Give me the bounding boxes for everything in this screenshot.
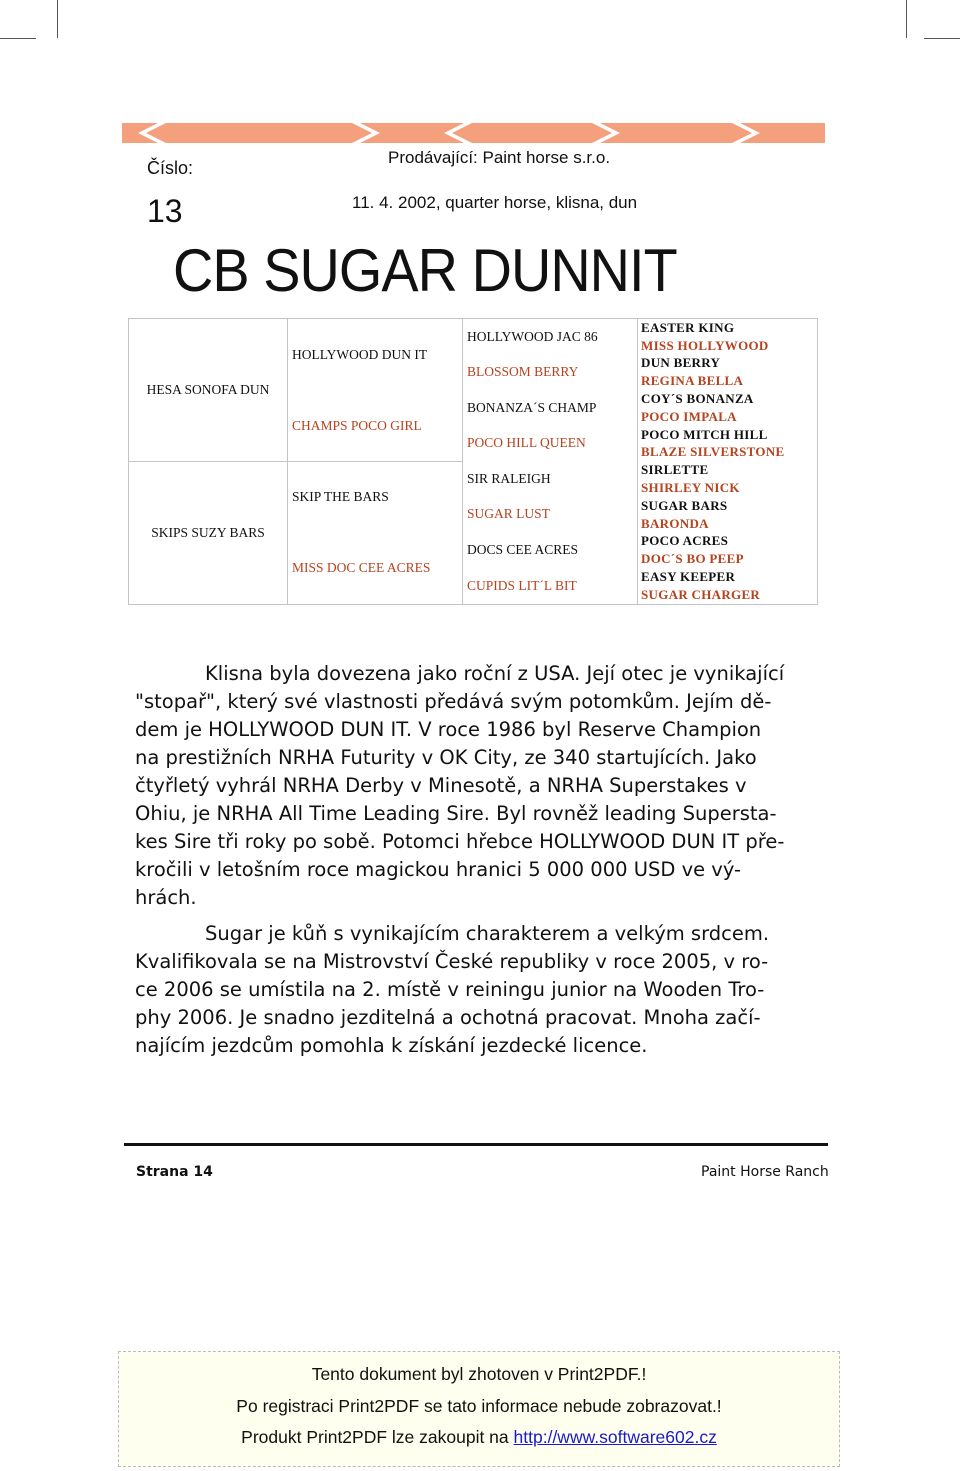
paragraph-line: Ohiu, je NRHA All Time Leading Sire. Byl rovněž leading Supersta-: [135, 802, 777, 825]
pedigree-generation-4: [638, 319, 817, 604]
pedigree-entry: HOLLYWOOD DUN IT: [292, 346, 428, 362]
pedigree-entry: POCO ACRES: [641, 533, 729, 549]
pedigree-generation-2: [288, 319, 463, 604]
paragraph-line: Kvalifikovala se na Mistrovství České republiky v roce 2005, v ro-: [135, 950, 769, 973]
pedigree-entry: EASTER KING: [641, 319, 735, 335]
paragraph-line: kročili v letošním roce magickou hranici 5 000 000 USD ve vý-: [135, 858, 742, 881]
paragraph-line: kes Sire tři roky po sobě. Potomci hřebce HOLLYWOOD DUN IT pře-: [135, 830, 785, 853]
pedigree-generation-1: [129, 319, 288, 604]
horse-description: [135, 660, 815, 1060]
paragraph-line: na prestižních NRHA Futurity v OK City, ze 340 startujících. Jako: [135, 746, 757, 769]
paragraph-line: ce 2006 se umístila na 2. místě v reiningu junior na Wooden Tro-: [135, 978, 765, 1001]
pedigree-entry: SKIP THE BARS: [292, 488, 389, 504]
paragraph-line: "stopař", který své vlastnosti předává svým potomkům. Jejím dě-: [135, 690, 772, 713]
pedigree-entry: CHAMPS POCO GIRL: [292, 417, 422, 433]
pedigree-entry: COY´S BONANZA: [641, 391, 754, 407]
pedigree-entry: DUN BERRY: [641, 355, 721, 371]
horse-details: 11. 4. 2002, quarter horse, klisna, dun: [352, 193, 638, 212]
software602-link[interactable]: http://www.software602.cz: [513, 1427, 717, 1447]
number-label: Číslo:: [147, 158, 194, 178]
pedigree-entry: SUGAR BARS: [641, 497, 728, 513]
pedigree-entry: SIRLETTE: [641, 462, 709, 478]
paragraph-line: dem je HOLLYWOOD DUN IT. V roce 1986 byl Reserve Champion: [135, 718, 762, 741]
paragraph-line: čtyřletý vyhrál NRHA Derby v Minesotě, a NRHA Superstakes v: [135, 774, 747, 797]
pedigree-entry: SUGAR LUST: [467, 506, 550, 521]
pedigree-entry: SIR RALEIGH: [467, 470, 551, 486]
paragraph-line: hrách.: [135, 886, 197, 909]
pedigree-entry: SHIRLEY NICK: [641, 480, 740, 496]
pedigree-generation-3: [463, 319, 638, 604]
pedigree-entry: POCO MITCH HILL: [641, 426, 768, 442]
header-banner: [122, 123, 825, 143]
notice-line: Po registraci Print2PDF se tato informace nebude zobrazovat.!: [236, 1396, 722, 1416]
page-number: Strana 14: [136, 1164, 213, 1180]
paragraph-line: Klisna byla dovezena jako roční z USA. Její otec je vynikající: [205, 662, 785, 685]
pedigree-entry: POCO IMPALA: [641, 408, 737, 424]
pedigree-entry: BLOSSOM BERRY: [467, 364, 579, 379]
crop-mark: [924, 38, 960, 39]
notice-line: [119, 1427, 839, 1448]
publication-name: Paint Horse Ranch: [701, 1164, 829, 1180]
pedigree-entry: BARONDA: [641, 515, 709, 531]
paragraph-line: phy 2006. Je snadno jezditelná a ochotná pracovat. Mnoha začí-: [135, 1006, 761, 1029]
paragraph-line: Sugar je kůň s vynikajícím charakterem a velkým srdcem.: [205, 922, 770, 945]
pedigree-entry: DOC´S BO PEEP: [641, 551, 744, 567]
pedigree-entry: HOLLYWOOD JAC 86: [467, 328, 598, 344]
pedigree-entry: MISS HOLLYWOOD: [641, 337, 769, 353]
footer-divider: [124, 1143, 828, 1146]
crop-mark: [0, 38, 36, 39]
print2pdf-notice: [118, 1351, 840, 1467]
notice-text: Produkt Print2PDF lze zakoupit na: [241, 1427, 509, 1447]
pedigree-entry: MISS DOC CEE ACRES: [292, 560, 431, 575]
lot-number: 13: [147, 193, 183, 229]
notice-line: Tento dokument byl zhotoven v Print2PDF.!: [311, 1364, 647, 1384]
pedigree-table: [128, 318, 818, 605]
crop-mark: [57, 0, 58, 38]
pedigree-entry: REGINA BELLA: [641, 373, 744, 389]
pedigree-entry: POCO HILL QUEEN: [467, 435, 586, 450]
pedigree-entry: DOCS CEE ACRES: [467, 541, 579, 557]
pedigree-sire: HESA SONOFA DUN: [146, 382, 270, 397]
pedigree-dam: SKIPS SUZY BARS: [151, 524, 265, 540]
pedigree-entry: EASY KEEPER: [641, 569, 736, 585]
horse-name-title: CB SUGAR DUNNIT: [173, 237, 677, 304]
pedigree-entry: BLAZE SILVERSTONE: [641, 444, 785, 460]
pedigree-entry: SUGAR CHARGER: [641, 586, 761, 602]
pedigree-entry: BONANZA´S CHAMP: [467, 399, 597, 415]
seller-line: Prodávající: Paint horse s.r.o.: [388, 148, 611, 167]
crop-mark: [906, 0, 907, 38]
pedigree-entry: CUPIDS LIT´L BIT: [467, 577, 577, 593]
paragraph-line: najícím jezdcům pomohla k získání jezdecké licence.: [135, 1034, 648, 1057]
